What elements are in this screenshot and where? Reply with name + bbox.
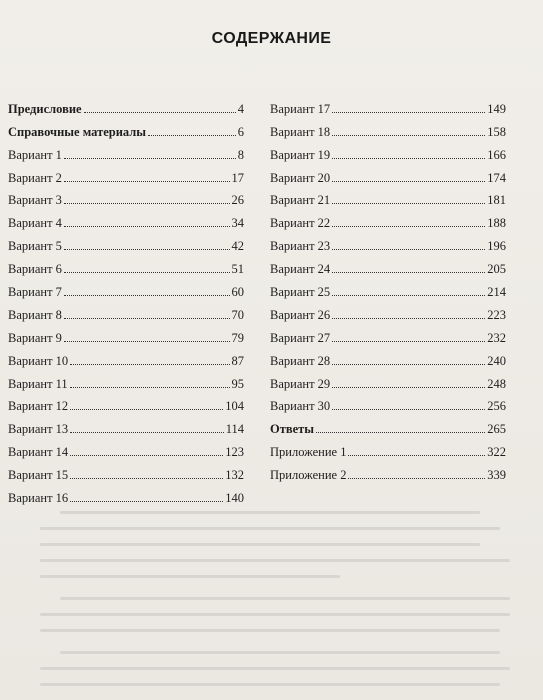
toc-entry-page: 42 (231, 239, 244, 254)
toc-entry-label: Вариант 29 (270, 376, 331, 391)
toc-entry (8, 368, 244, 391)
toc-entry-label: Ответы (270, 422, 315, 437)
toc-entry-page: 34 (231, 216, 244, 231)
toc-entry-label: Вариант 28 (270, 353, 331, 368)
toc-entry-label: Вариант 27 (270, 330, 331, 345)
toc-entry-label: Вариант 20 (270, 170, 331, 185)
toc-entry (270, 185, 506, 208)
dot-leader (332, 409, 485, 410)
toc-entry-label: Вариант 4 (8, 216, 62, 231)
toc-entry (270, 93, 506, 116)
dot-leader (64, 249, 230, 250)
toc-entry (8, 299, 244, 322)
dot-leader (70, 387, 230, 388)
toc-entry-page: 174 (487, 170, 506, 185)
toc-entry-page: 181 (487, 193, 506, 208)
toc-entry-page: 188 (487, 216, 506, 231)
dot-leader (348, 478, 485, 479)
dot-leader (64, 181, 230, 182)
dot-leader (332, 364, 485, 365)
dot-leader (332, 318, 485, 319)
toc-entry-page: 87 (231, 353, 244, 368)
dot-leader (70, 455, 223, 456)
toc-entry (8, 93, 244, 116)
toc-entry-page: 60 (231, 285, 244, 300)
dot-leader (70, 409, 223, 410)
toc-entry (8, 436, 244, 459)
dot-leader (70, 364, 229, 365)
toc-entry-page: 232 (487, 330, 506, 345)
dot-leader (332, 387, 485, 388)
toc-entry (270, 459, 506, 482)
toc-entry (270, 299, 506, 322)
page-title: СОДЕРЖАНИЕ (211, 30, 332, 47)
toc-entry-page: 196 (487, 239, 506, 254)
toc-entry-label: Приложение 2 (270, 468, 347, 483)
dot-leader (64, 158, 236, 159)
toc-entry-label: Вариант 11 (8, 376, 68, 391)
toc-entry (8, 413, 244, 436)
toc-entry-label: Вариант 1 (8, 147, 62, 162)
dot-leader (64, 295, 230, 296)
toc-entry-page: 123 (225, 445, 244, 460)
toc-entry-label: Справочные материалы (8, 124, 147, 139)
toc-entry-page: 17 (231, 170, 244, 185)
toc-entry (8, 345, 244, 368)
toc-entry-page: 214 (487, 285, 506, 300)
toc-entry-label: Вариант 3 (8, 193, 62, 208)
toc-entry-label: Вариант 14 (8, 445, 69, 460)
toc-entry (8, 230, 244, 253)
toc-entry (270, 436, 506, 459)
toc-entry-label: Вариант 6 (8, 262, 62, 277)
dot-leader (64, 203, 230, 204)
toc-entry-page: 6 (237, 124, 244, 139)
toc-entry (270, 253, 506, 276)
toc-entry-label: Вариант 25 (270, 285, 331, 300)
dot-leader (332, 295, 485, 296)
dot-leader (316, 432, 485, 433)
toc-entry-label: Вариант 19 (270, 147, 331, 162)
toc-entry-page: 4 (237, 101, 244, 116)
dot-leader (70, 501, 223, 502)
toc-entry-label: Вариант 16 (8, 491, 69, 506)
toc-entry (8, 139, 244, 162)
reverse-side-bleed-through (0, 505, 543, 700)
toc-entry-label: Приложение 1 (270, 445, 347, 460)
toc-entry-page: 79 (231, 330, 244, 345)
toc-entry (270, 322, 506, 345)
toc-entry (8, 391, 244, 414)
toc-entry-label: Вариант 26 (270, 307, 331, 322)
toc-entry (270, 139, 506, 162)
dot-leader (332, 249, 485, 250)
toc-entry-page: 166 (487, 147, 506, 162)
toc-entry (270, 116, 506, 139)
dot-leader (348, 455, 485, 456)
toc-entry-page: 322 (487, 445, 506, 460)
toc-entry-label: Вариант 22 (270, 216, 331, 231)
toc-entry-label: Вариант 7 (8, 285, 62, 300)
toc-entry (8, 162, 244, 185)
dot-leader (84, 112, 236, 113)
toc-entry-page: 265 (487, 422, 506, 437)
toc-entry (8, 459, 244, 482)
toc-entry-page: 339 (487, 468, 506, 483)
dot-leader (332, 112, 485, 113)
toc-entry (270, 368, 506, 391)
toc-entry (270, 276, 506, 299)
dot-leader (70, 432, 224, 433)
toc-entry-page: 114 (225, 422, 244, 437)
toc-entry (270, 345, 506, 368)
toc-entry-page: 132 (225, 468, 244, 483)
dot-leader (64, 318, 230, 319)
toc-entry (8, 322, 244, 345)
toc-entry (270, 207, 506, 230)
toc-column-right (270, 93, 506, 482)
toc-entry-label: Вариант 30 (270, 399, 331, 414)
dot-leader (148, 135, 236, 136)
toc-entry (270, 162, 506, 185)
toc-entry-label: Вариант 24 (270, 262, 331, 277)
toc-entry-page: 256 (487, 399, 506, 414)
toc-entry-label: Вариант 23 (270, 239, 331, 254)
toc-entry-page: 104 (225, 399, 244, 414)
dot-leader (332, 272, 485, 273)
toc-entry-page: 26 (231, 193, 244, 208)
toc-entry-label: Вариант 8 (8, 307, 62, 322)
toc-entry-page: 248 (487, 376, 506, 391)
toc-entry-page: 95 (231, 376, 244, 391)
toc-column-left (8, 93, 244, 505)
toc-entry-page: 70 (231, 307, 244, 322)
toc-entry-page: 149 (487, 101, 506, 116)
dot-leader (332, 135, 485, 136)
toc-entry-page: 51 (231, 262, 244, 277)
toc-entry-label: Вариант 13 (8, 422, 69, 437)
dot-leader (64, 341, 230, 342)
dot-leader (332, 158, 485, 159)
dot-leader (64, 226, 230, 227)
dot-leader (332, 181, 485, 182)
toc-entry-page: 158 (487, 124, 506, 139)
toc-entry-label: Предисловие (8, 101, 82, 116)
dot-leader (64, 272, 230, 273)
toc-entry-page: 205 (487, 262, 506, 277)
toc-entry-label: Вариант 12 (8, 399, 69, 414)
toc-entry (270, 391, 506, 414)
toc-entry (8, 482, 244, 505)
toc-entry-label: Вариант 10 (8, 353, 69, 368)
dot-leader (70, 478, 223, 479)
toc-entry (270, 230, 506, 253)
toc-entry (8, 185, 244, 208)
toc-entry-label: Вариант 15 (8, 468, 69, 483)
toc-entry (8, 276, 244, 299)
toc-entry-page: 240 (487, 353, 506, 368)
dot-leader (332, 341, 485, 342)
toc-entry (8, 116, 244, 139)
toc-entry-label: Вариант 18 (270, 124, 331, 139)
toc-entry-label: Вариант 9 (8, 330, 62, 345)
toc-entry (270, 413, 506, 436)
dot-leader (332, 226, 485, 227)
toc-entry (8, 207, 244, 230)
toc-entry-label: Вариант 5 (8, 239, 62, 254)
toc-entry-label: Вариант 17 (270, 101, 331, 116)
toc-entry-page: 8 (237, 147, 244, 162)
toc-entry-page: 223 (487, 307, 506, 322)
toc-entry-page: 140 (225, 491, 244, 506)
toc-entry (8, 253, 244, 276)
toc-entry-label: Вариант 21 (270, 193, 331, 208)
dot-leader (332, 203, 485, 204)
toc-entry-label: Вариант 2 (8, 170, 62, 185)
